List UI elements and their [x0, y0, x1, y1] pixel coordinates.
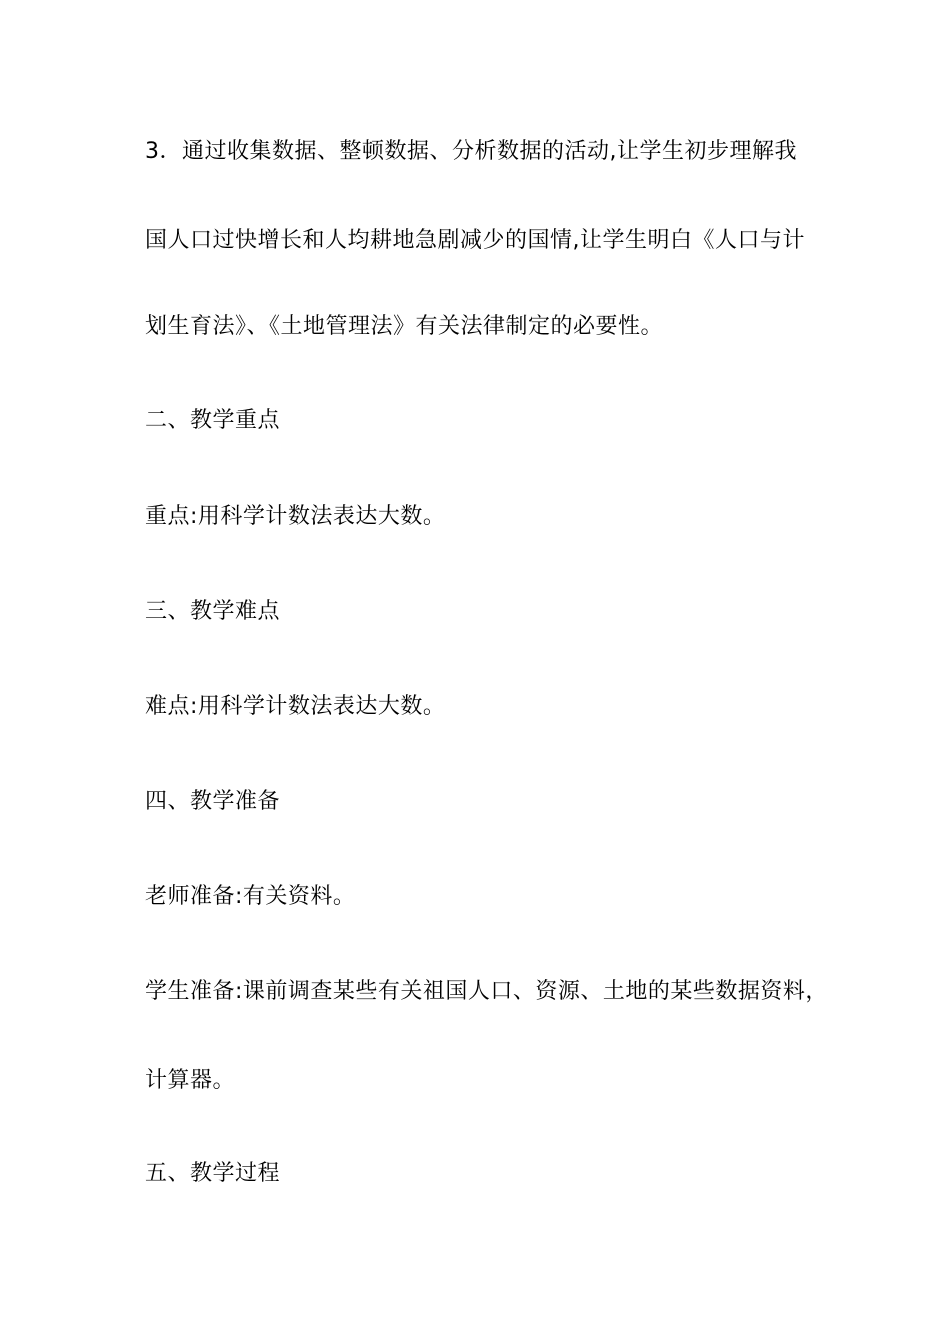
student-preparation-line-2: 计算器。	[145, 1068, 236, 1093]
student-preparation-line-1: 学生准备:课前调查某些有关祖国人口、资源、土地的某些数据资料，	[145, 979, 828, 1004]
goal-3-line-3: 划生育法》、《土地管理法》有关法律制定的必要性。	[145, 314, 664, 339]
section-heading-key-points: 二、教学重点	[145, 408, 281, 433]
goal-3-line-1: 3．通过收集数据、整顿数据、分析数据的活动,让学生初步理解我	[145, 139, 797, 164]
section-heading-process: 五、教学过程	[145, 1161, 281, 1186]
section-heading-preparation: 四、教学准备	[145, 789, 281, 814]
key-point-text: 重点:用科学计数法表达大数。	[145, 504, 446, 529]
difficulty-text: 难点:用科学计数法表达大数。	[145, 694, 446, 719]
goal-3-line-2: 国人口过快增长和人均耕地急剧减少的国情,让学生明白《人口与计	[145, 228, 805, 253]
section-heading-difficulties: 三、教学难点	[145, 599, 281, 624]
teacher-preparation-text: 老师准备:有关资料。	[145, 884, 356, 909]
